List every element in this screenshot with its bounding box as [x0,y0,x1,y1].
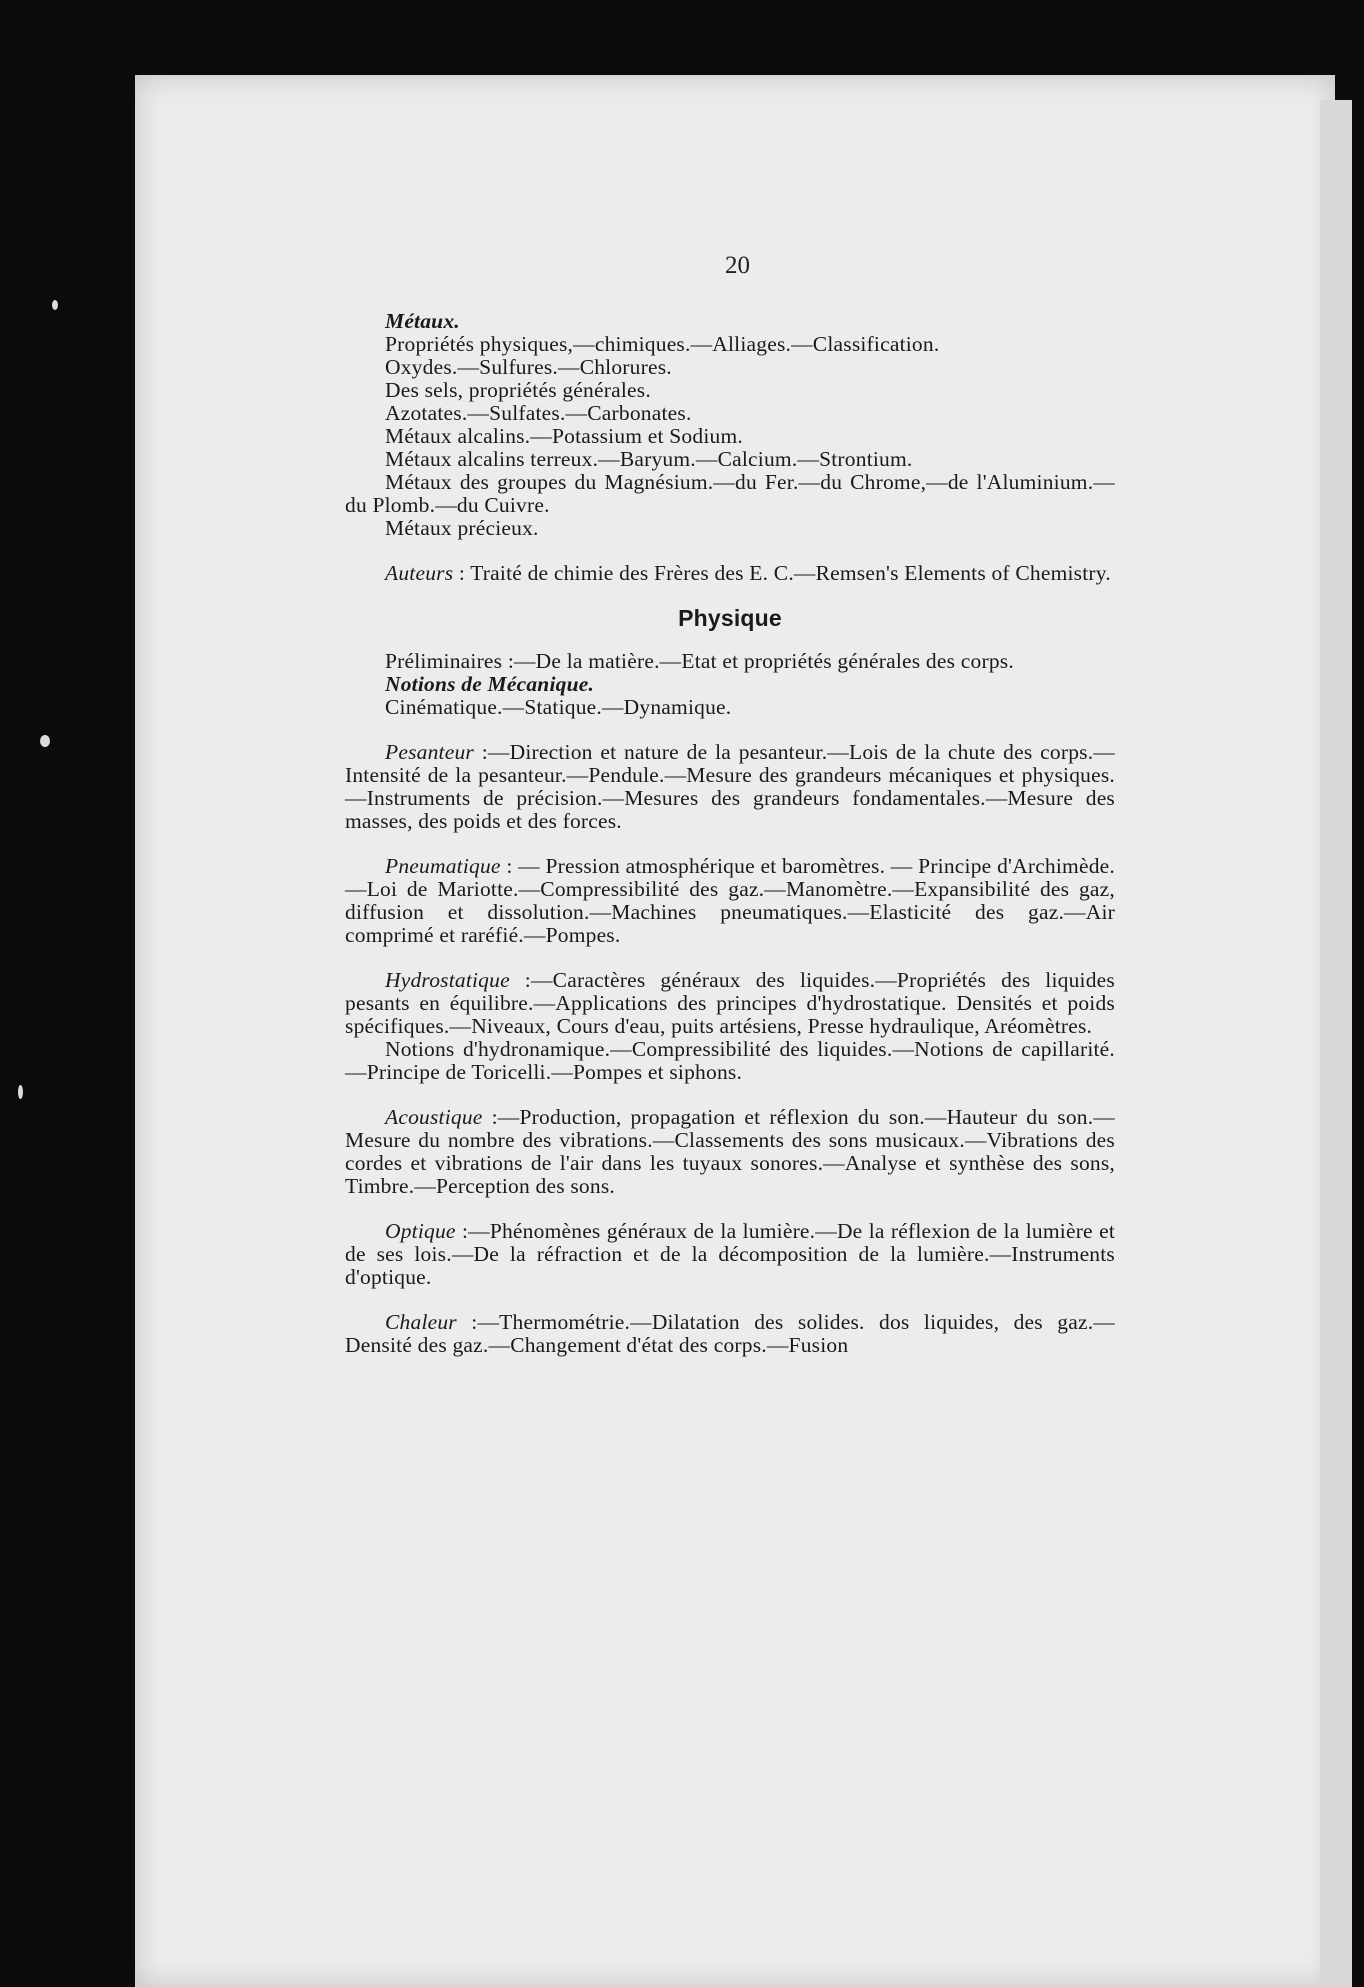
page-body [345,250,1115,1357]
metaux-line: Des sels, propriétés générales. [385,378,651,402]
scan-speck [40,735,50,747]
metaux-line: Azotates.—Sulfates.—Carbonates. [385,401,692,425]
section-label: Pneumatique [385,854,501,878]
chaleur-paragraph [345,1311,1115,1357]
section-text: : — Pression atmosphérique et baromètres. — Principe d'Archimède.—Loi de Mariotte.—Compressibilité des gaz.—Manomètre.—Expansibilité des gaz, diffusion et dissolution.—Machines pneumatiques.—Elasticité des gaz.—Air comprimé et raréfié.—Pompes. [345,854,1115,947]
metaux-line: Métaux des groupes du Magnésium.—du Fer.—du Chrome,—de l'Aluminium.—du Plomb.—du Cuivre. [345,470,1115,517]
notions-text: Cinématique.—Statique.—Dynamique. [385,695,732,719]
acoustique-paragraph [345,1106,1115,1198]
section-text: :—Direction et nature de la pesanteur.—Lois de la chute des corps.—Intensité de la pesanteur.—Pendule.—Mesure des grandeurs mécaniques et physiques.—Instruments de précision.—Mesures des grandeurs fondamentales.—Mesure des masses, des poids et des forces. [345,740,1115,833]
metaux-line: Propriétés physiques,—chimiques.—Alliages.—Classification. [385,332,940,356]
section-label: Hydrostatique [385,968,510,992]
metaux-line: Métaux alcalins terreux.—Baryum.—Calcium.—Strontium. [385,447,913,471]
notions-label: Notions de Mécanique. [385,672,595,696]
adjacent-page-edge [1320,100,1352,1987]
page-number: 20 [725,252,750,279]
auteurs-paragraph [345,562,1115,585]
section-label: Pesanteur [385,740,474,764]
pneumatique-paragraph [345,855,1115,947]
metaux-line: Oxydes.—Sulfures.—Chlorures. [385,355,672,379]
section-label: Acoustique [385,1105,483,1129]
metaux-line: Métaux alcalins.—Potassium et Sodium. [385,424,743,448]
hydrostatique-paragraph [345,969,1115,1038]
pesanteur-paragraph [345,741,1115,833]
section-label: Chaleur [385,1310,457,1334]
section-heading-physique: Physique [678,605,782,631]
section-text: :—Thermométrie.—Dilatation des solides. dos liquides, des gaz.—Densité des gaz.—Changement d'état des corps.—Fusion [345,1310,1115,1357]
scan-speck [18,1085,23,1099]
section-text: :—Caractères généraux des liquides.—Propriétés des liquides pesants en équilibre.—Applications des principes d'hydrostatique. Densités et poids spécifiques.—Niveaux, Cours d'eau, puits artésiens, Presse hydraulique, Aréomètres. [345,968,1115,1038]
section-label-metaux: Métaux. [385,309,460,333]
section-text: :—Production, propagation et réflexion du son.—Hauteur du son.—Mesure du nombre des vibrations.—Classements des sons musicaux.—Vibrations des cordes et vibrations de l'air dans les tuyaux sonores.—Analyse et synthèse des sons, Timbre.—Perception des sons. [345,1105,1115,1198]
auteurs-text: : Traité de chimie des Frères des E. C.—Remsen's Elements of Chemistry. [453,561,1111,585]
scan-speck [52,300,58,310]
section-label: Optique [385,1219,456,1243]
preliminaires-paragraph: Préliminaires :—De la matière.—Etat et propriétés générales des corps. [385,649,1014,673]
auteurs-label: Auteurs [385,561,454,585]
metaux-line: Métaux précieux. [385,516,539,540]
section-text: :—Phénomènes généraux de la lumière.—De la réflexion de la lumière et de ses lois.—De la réfraction et de la décomposition de la lumière.—Instruments d'optique. [345,1219,1115,1289]
optique-paragraph [345,1220,1115,1289]
hydronamique-paragraph: Notions d'hydronamique.—Compressibilité des liquides.—Notions de capillarité.—Principe de Toricelli.—Pompes et siphons. [345,1037,1115,1084]
